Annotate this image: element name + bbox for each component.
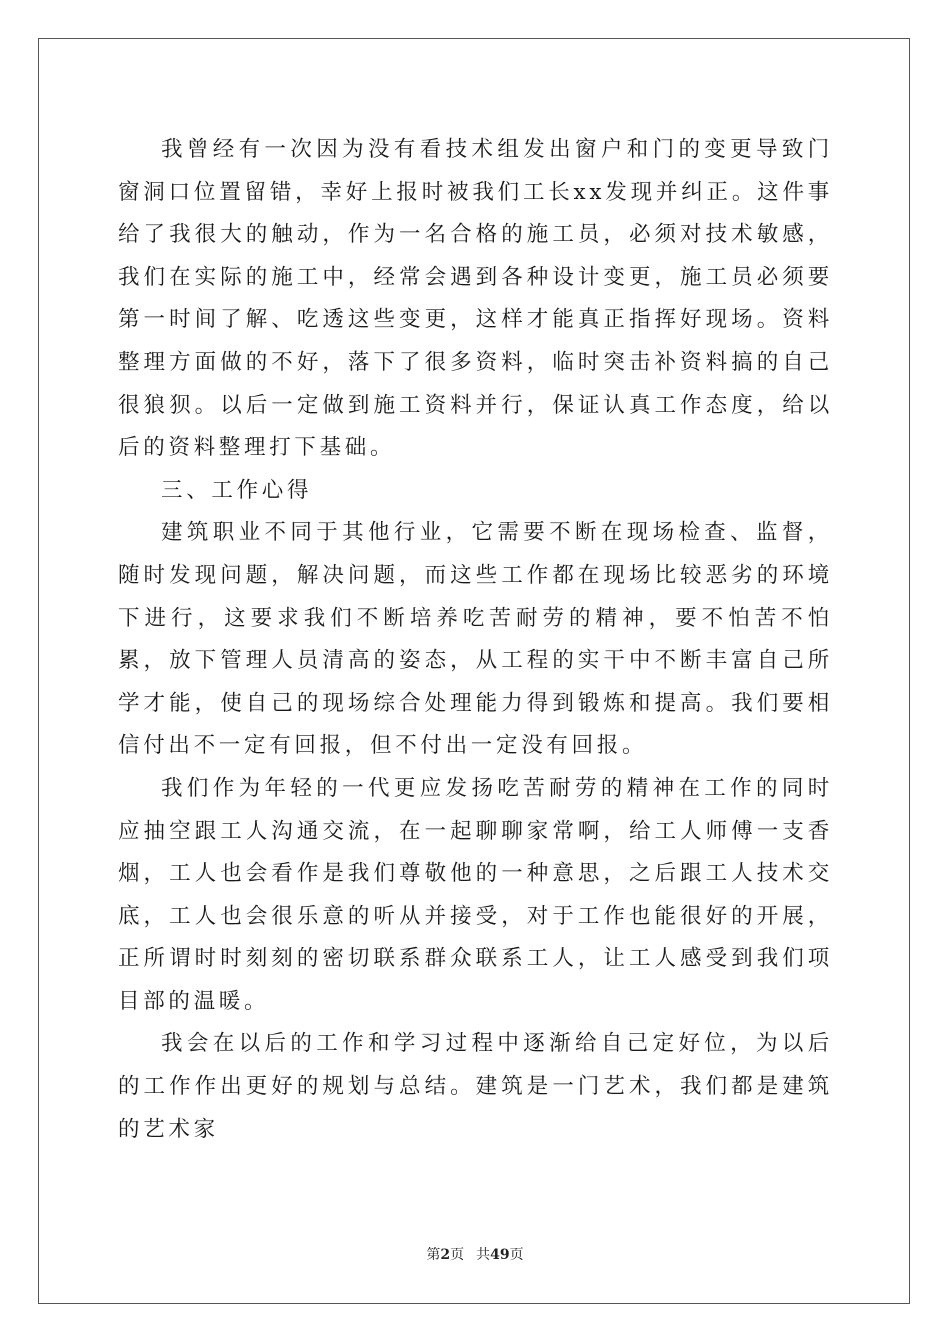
paragraph-construction-profession: 建筑职业不同于其他行业，它需要不断在现场检查、监督，随时发现问题，解决问题，而这些工作都在现场比较恶劣的环境下进行，这要求我们不断培养吃苦耐劳的精神，要不怕苦不怕累，放下管理人员清高的姿态，从工程的实干中不断丰富自己所学才能，使自己的现场综合处理能力得到锻炼和提高。我们要相信付出不一定有回报，但不付出一定没有回报。	[118, 520, 833, 759]
total-suffix: 页	[509, 1247, 524, 1263]
paragraph-future-planning: 我会在以后的工作和学习过程中逐渐给自己定好位，为以后的工作作出更好的规划与总结。建筑是一门艺术，我们都是建筑的艺术家	[118, 1031, 833, 1142]
document-body	[118, 129, 833, 1151]
total-prefix: 共	[476, 1247, 491, 1263]
page-prefix: 第	[426, 1247, 441, 1263]
page-number: 2	[440, 1247, 451, 1263]
page-suffix: 页	[450, 1247, 465, 1263]
total-pages: 49	[490, 1247, 510, 1263]
paragraph-communicate-with-workers: 我们作为年轻的一代更应发扬吃苦耐劳的精神在工作的同时应抽空跟工人沟通交流，在一起聊聊家常啊，给工人师傅一支香烟，工人也会看作是我们尊敬他的一种意思，之后跟工人技术交底，工人也会很乐意的听从并接受，对于工作也能很好的开展，正所谓时时刻刻的密切联系群众联系工人，让工人感受到我们项目部的温暖。	[118, 775, 833, 1014]
page-footer	[0, 1244, 950, 1264]
paragraph-door-window-change: 我曾经有一次因为没有看技术组发出窗户和门的变更导致门窗洞口位置留错，幸好上报时被我们工长xx发现并纠正。这件事给了我很大的触动，作为一名合格的施工员，必须对技术敏感，我们在实际的施工中，经常会遇到各种设计变更，施工员必须要第一时间了解、吃透这些变更，这样才能真正指挥好现场。资料整理方面做的不好，落下了很多资料，临时突击补资料搞的自己很狼狈。以后一定做到施工资料并行，保证认真工作态度，给以后的资料整理打下基础。	[118, 137, 833, 461]
section-heading-work-insights: 三、工作心得	[161, 477, 313, 503]
